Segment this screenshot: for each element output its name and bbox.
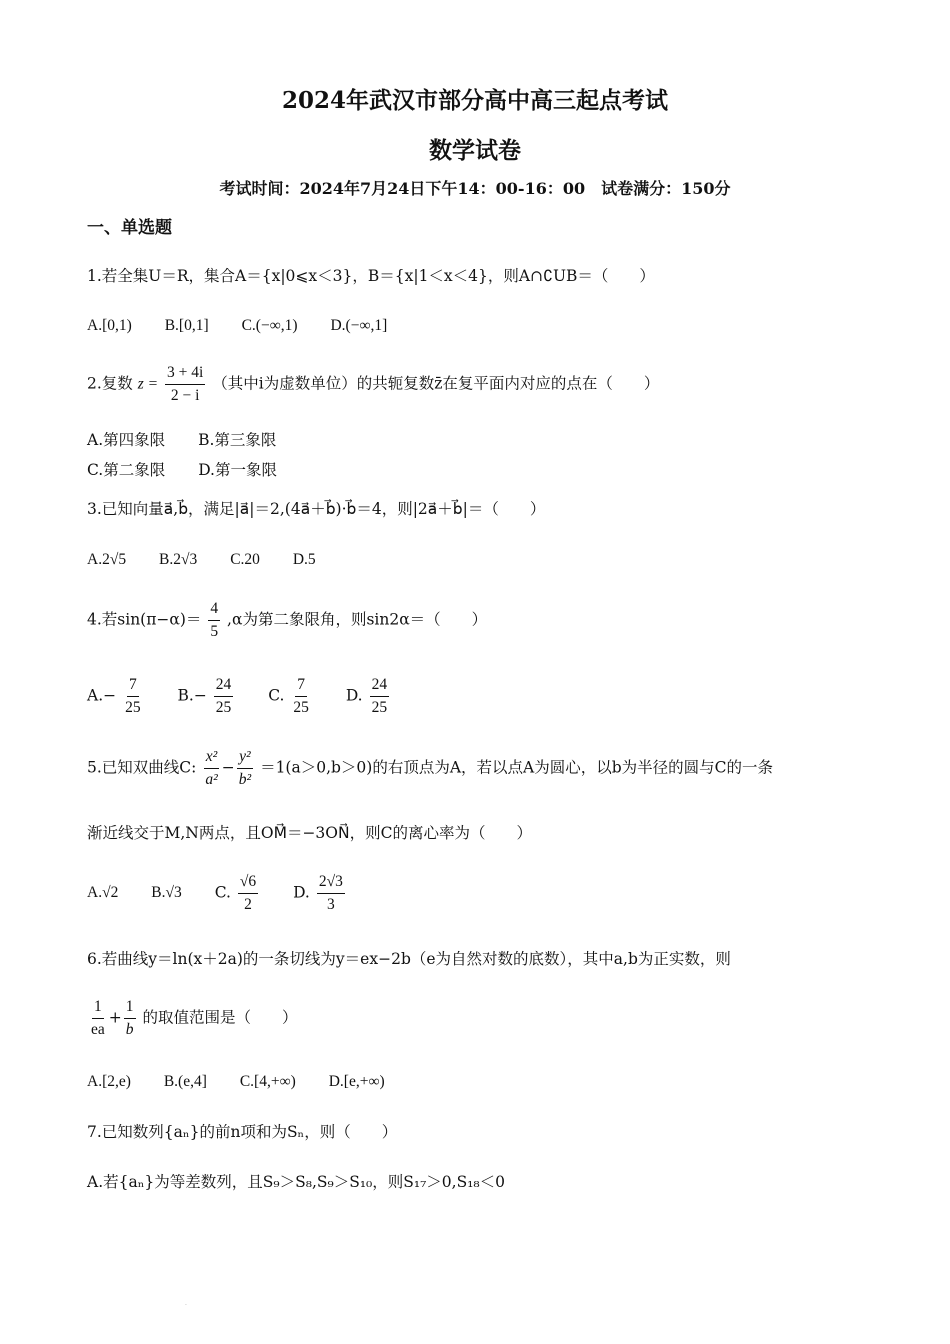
fraction-denominator: 25 — [215, 698, 232, 716]
fraction-numerator: √6 — [238, 873, 258, 894]
question-4-prefix: 4.若sin(π−α)＝ — [87, 610, 202, 629]
option-a: A.[0,1) — [87, 317, 132, 334]
plus-sign: + — [108, 1008, 122, 1027]
option-sign: − — [103, 686, 117, 705]
fraction-denominator: 2 − i — [170, 386, 200, 404]
option-fraction — [370, 676, 390, 717]
option-b: B.(e,4] — [163, 1073, 207, 1090]
question-6-stem: 6.若曲线y＝ln(x＋2a)的一条切线为y＝ex−2b（e为自然对数的底数），其中a,b为正实数，则 — [87, 950, 731, 968]
question-6-fraction-2 — [124, 998, 136, 1039]
option-d: D.第一象限 — [198, 461, 277, 479]
section-heading: 一、单选题 — [87, 218, 172, 238]
question-5-fraction-x — [203, 748, 219, 789]
question-3-options — [87, 550, 344, 570]
fraction-denominator: 25 — [125, 698, 141, 716]
question-3-stem: 3.已知向量a⃗,b⃗，满足|a⃗|＝2,(4a⃗＋b⃗)·b⃗＝4，则|2a⃗＋b⃗|＝（ ） — [87, 500, 546, 518]
question-6-options — [87, 1072, 413, 1092]
option-a: A.第四象限 — [87, 431, 166, 449]
fraction-denominator: b — [125, 1020, 134, 1038]
option-c: C.[4,+∞) — [239, 1073, 296, 1090]
option-c — [215, 873, 260, 914]
question-2-fraction — [165, 364, 205, 405]
option-label: A. — [87, 686, 104, 705]
option-fraction — [214, 676, 234, 717]
option-c: C.(−∞,1) — [241, 317, 298, 334]
option-d — [293, 873, 347, 914]
fraction-denominator: ea — [91, 1020, 105, 1038]
question-6-fraction-1 — [89, 998, 107, 1039]
option-a: A.√2 — [87, 884, 119, 902]
option-label: C. — [268, 686, 285, 705]
question-2-prefix: 2.复数 — [87, 374, 133, 393]
question-1-options — [87, 316, 415, 336]
fraction-numerator: 24 — [370, 676, 390, 697]
option-b: B.√3 — [151, 884, 182, 902]
question-4-fraction — [208, 600, 220, 641]
fraction-numerator: 7 — [127, 676, 139, 697]
fraction-denominator: b² — [238, 770, 252, 788]
question-2-stem — [87, 364, 659, 405]
option-d — [346, 676, 391, 717]
option-sign: − — [193, 686, 207, 705]
fraction-numerator: 3 + 4i — [165, 364, 205, 385]
option-label: B. — [177, 686, 194, 705]
question-2-lhs: z = — [137, 375, 159, 393]
question-6-line-2 — [87, 998, 297, 1039]
option-label: D. — [293, 883, 310, 902]
fraction-numerator: y² — [237, 748, 253, 769]
option-b: B.第三象限 — [198, 431, 277, 449]
exam-title: 2024年武汉市部分高中高三起点考试 — [281, 87, 668, 114]
option-fraction — [291, 676, 311, 717]
option-c: C.20 — [230, 551, 260, 568]
fraction-numerator: 2√3 — [317, 873, 345, 894]
option-b: B.2√3 — [159, 551, 198, 568]
question-4-stem — [87, 600, 487, 641]
question-5-line-2: 渐近线交于M,N两点，且OM⃗＝−3ON⃗，则C的离心率为（ ） — [87, 824, 532, 842]
question-4-suffix: ,α为第二象限角，则sin2α＝（ ） — [227, 610, 488, 629]
question-7-stem: 7.已知数列{aₙ}的前n项和为Sₙ，则（ ） — [87, 1123, 398, 1141]
fraction-numerator: 1 — [124, 998, 136, 1019]
option-a: A.[2,e) — [87, 1073, 131, 1090]
option-label: C. — [214, 883, 231, 902]
option-c — [268, 676, 313, 717]
fraction-denominator: 25 — [293, 698, 309, 716]
option-fraction — [123, 676, 143, 717]
fraction-numerator: 1 — [92, 998, 104, 1019]
fraction-denominator: 2 — [244, 895, 252, 913]
option-b — [178, 676, 236, 717]
question-2-suffix: （其中i为虚数单位）的共轭复数z̄在复平面内对应的点在（ ） — [212, 374, 660, 393]
fraction-numerator: 7 — [295, 676, 307, 697]
option-fraction — [238, 873, 258, 914]
fraction-denominator: 5 — [210, 622, 219, 640]
fraction-numerator: 4 — [208, 600, 220, 621]
question-7-option-a: A.若{aₙ}为等差数列，且S₉＞S₈,S₉＞S₁₀，则S₁₇＞0,S₁₈＜0 — [87, 1173, 506, 1191]
fraction-denominator: a² — [205, 770, 218, 788]
question-6-suffix: 的取值范围是（ ） — [142, 1008, 298, 1027]
question-2-options-row-2 — [87, 461, 305, 480]
option-d: D.[e,+∞) — [328, 1073, 385, 1090]
exam-info: 考试时间：2024年7月24日下午14：00-16：00 试卷满分：150分 — [219, 179, 731, 198]
fraction-denominator: 25 — [371, 698, 388, 716]
minus-sign: − — [221, 758, 235, 777]
option-b: B.[0,1] — [164, 317, 209, 334]
question-4-options — [87, 676, 419, 717]
option-a — [87, 676, 145, 717]
option-a: A.2√5 — [87, 551, 127, 568]
question-2-options-row-1 — [87, 431, 304, 450]
option-d: D.5 — [292, 551, 316, 568]
option-label: D. — [345, 686, 363, 705]
question-5-fraction-y — [237, 748, 253, 789]
fraction-numerator: x² — [204, 748, 220, 769]
question-5-options — [87, 873, 375, 914]
question-5-prefix: 5.已知双曲线C: — [87, 758, 197, 777]
question-5-stem — [87, 748, 773, 789]
option-d: D.(−∞,1] — [330, 317, 388, 334]
question-1-stem: 1.若全集U＝R，集合A＝{x|0⩽x＜3}，B＝{x|1＜x＜4}，则A∩∁UB＝（ ） — [87, 267, 655, 285]
fraction-denominator: 3 — [326, 895, 335, 913]
question-5-suffix: ＝1(a＞0,b＞0)的右顶点为A，若以点A为圆心，以b为半径的圆与C的一条 — [260, 758, 774, 777]
exam-subtitle: 数学试卷 — [429, 137, 521, 164]
footer-mark: · — [185, 1302, 187, 1309]
option-c: C.第二象限 — [87, 461, 166, 479]
fraction-numerator: 24 — [214, 676, 234, 697]
option-fraction — [317, 873, 345, 914]
